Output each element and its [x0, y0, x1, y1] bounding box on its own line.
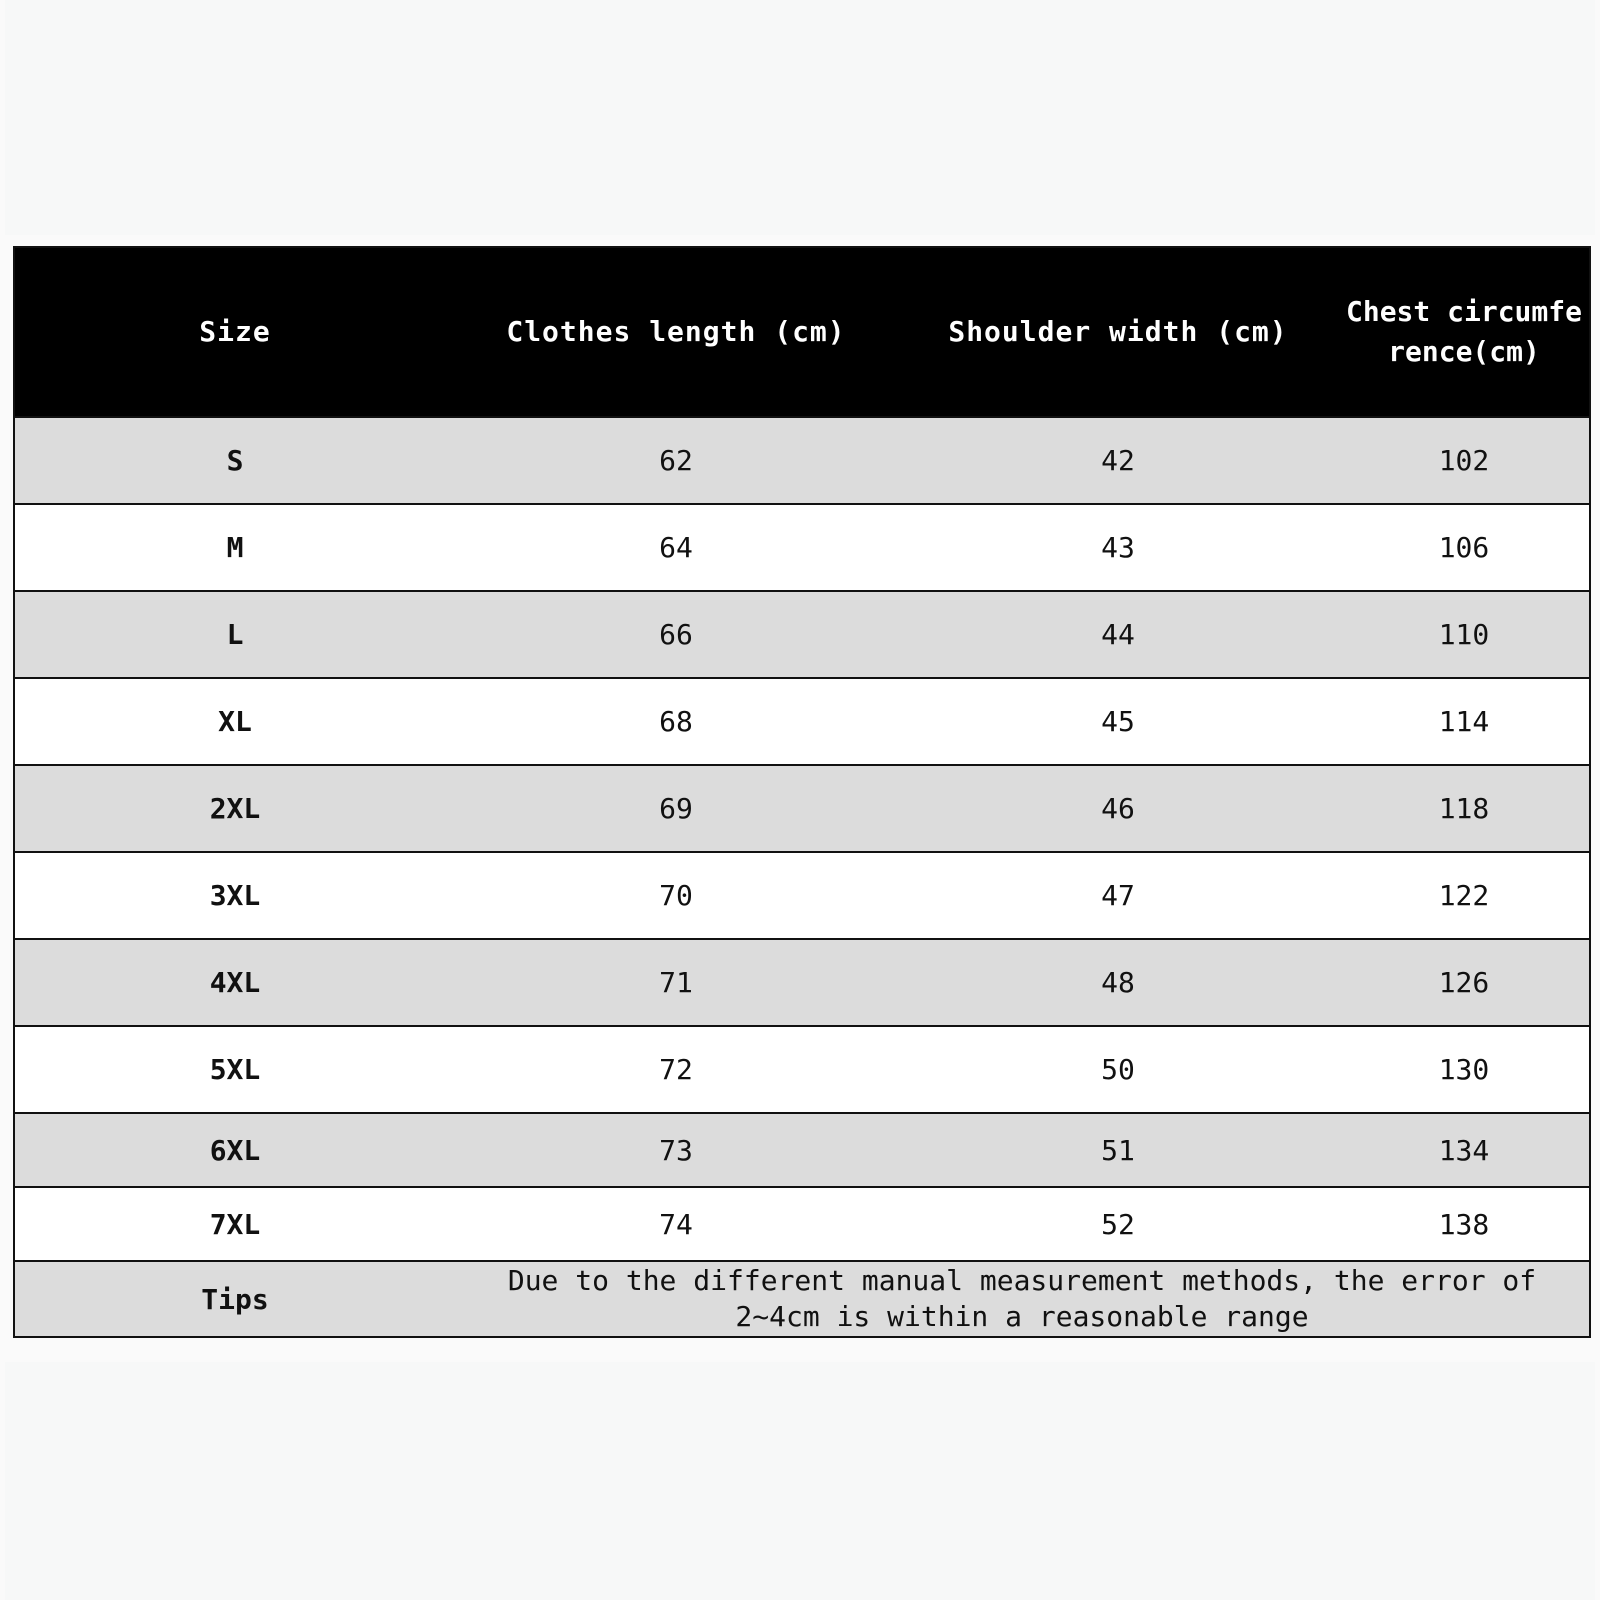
- shoulder-width-cell: 46: [1101, 792, 1135, 825]
- table-row: [14, 504, 1590, 591]
- tips-label: Tips: [201, 1282, 269, 1316]
- shoulder-width-cell: 42: [1101, 444, 1135, 477]
- table-body: [14, 417, 1590, 1337]
- size-cell: 3XL: [209, 879, 261, 912]
- chest-cell: 126: [1438, 966, 1490, 999]
- size-cell: XL: [218, 705, 252, 738]
- tips-text: Due to the different manual measurement methods, the error of 2~4cm is within a reasonable range: [507, 1264, 1537, 1333]
- size-cell: S: [226, 444, 244, 477]
- table-row: [14, 678, 1590, 765]
- size-cell: M: [226, 531, 244, 564]
- header-chest-circumference: Chest circumference(cm): [1345, 295, 1582, 368]
- clothes-length-cell: 70: [659, 879, 693, 912]
- table-header: [14, 247, 1590, 417]
- table-row: [14, 852, 1590, 939]
- bottom-margin-band: [5, 1362, 1595, 1600]
- shoulder-width-cell: 48: [1101, 966, 1135, 999]
- size-cell: L: [226, 618, 244, 651]
- header-size: Size: [199, 315, 271, 348]
- chest-cell: 118: [1438, 792, 1490, 825]
- shoulder-width-cell: 43: [1101, 531, 1135, 564]
- size-cell: 2XL: [209, 792, 261, 825]
- table-row: [14, 1113, 1590, 1187]
- size-cell: 7XL: [209, 1207, 261, 1241]
- table-row: [14, 939, 1590, 1026]
- table-row: [14, 417, 1590, 504]
- top-margin-band: [5, 0, 1595, 235]
- clothes-length-cell: 68: [659, 705, 693, 738]
- chest-cell: 122: [1438, 879, 1490, 912]
- size-cell: 5XL: [209, 1053, 261, 1086]
- chest-cell: 134: [1438, 1133, 1490, 1167]
- chest-cell: 114: [1438, 705, 1490, 738]
- table-row: [14, 1187, 1590, 1261]
- clothes-length-cell: 72: [659, 1053, 693, 1086]
- size-cell: 4XL: [209, 966, 261, 999]
- clothes-length-cell: 71: [659, 966, 693, 999]
- size-cell: 6XL: [209, 1133, 261, 1167]
- chest-cell: 138: [1438, 1207, 1490, 1241]
- clothes-length-cell: 74: [659, 1207, 693, 1241]
- shoulder-width-cell: 50: [1101, 1053, 1135, 1086]
- chest-cell: 102: [1438, 444, 1490, 477]
- header-row: [14, 247, 1590, 417]
- table-row: [14, 1026, 1590, 1113]
- tips-row: [14, 1261, 1590, 1337]
- shoulder-width-cell: 51: [1101, 1133, 1135, 1167]
- shoulder-width-cell: 45: [1101, 705, 1135, 738]
- clothes-length-cell: 73: [659, 1133, 693, 1167]
- shoulder-width-cell: 52: [1101, 1207, 1135, 1241]
- header-shoulder-width: Shoulder width (cm): [948, 315, 1288, 348]
- chest-cell: 106: [1438, 531, 1490, 564]
- clothes-length-cell: 66: [659, 618, 693, 651]
- shoulder-width-cell: 44: [1101, 618, 1135, 651]
- table-row: [14, 765, 1590, 852]
- chest-cell: 110: [1438, 618, 1490, 651]
- table-row: [14, 591, 1590, 678]
- shoulder-width-cell: 47: [1101, 879, 1135, 912]
- chest-cell: 130: [1438, 1053, 1490, 1086]
- header-clothes-length: Clothes length (cm): [506, 315, 846, 348]
- clothes-length-cell: 64: [659, 531, 693, 564]
- clothes-length-cell: 62: [659, 444, 693, 477]
- clothes-length-cell: 69: [659, 792, 693, 825]
- size-chart-table: [13, 246, 1591, 1338]
